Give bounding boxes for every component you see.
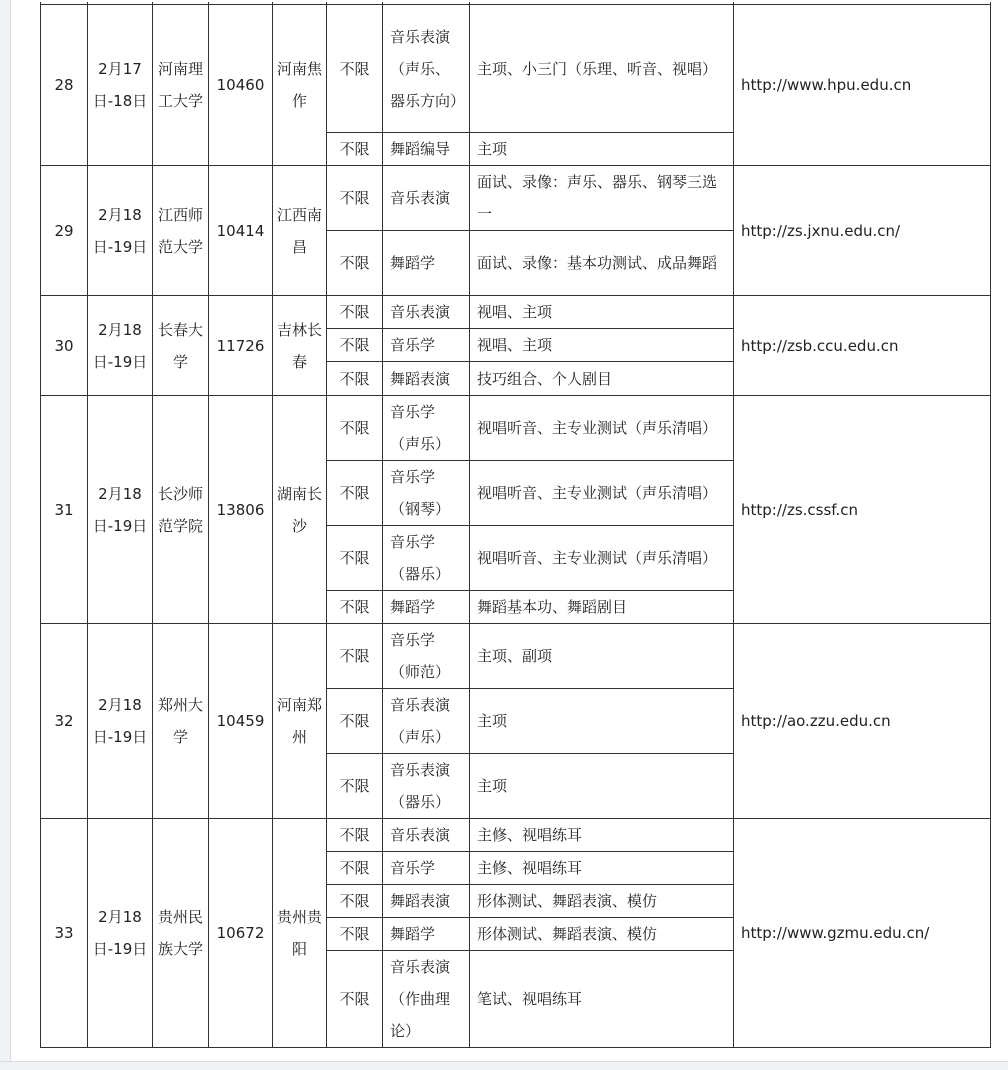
major-name: 音乐表演（声乐、器乐方向） — [383, 5, 470, 133]
exam-content: 技巧组合、个人剧目 — [470, 362, 734, 396]
major-name: 舞蹈学 — [383, 231, 470, 296]
major-name: 音乐学（声乐） — [383, 396, 470, 461]
row-number: 29 — [41, 166, 88, 296]
major-name: 音乐表演 — [383, 296, 470, 329]
school-code: 10414 — [209, 166, 273, 296]
school-name: 贵州民族大学 — [153, 819, 209, 1048]
exam-date: 2月17日-18日 — [88, 5, 153, 166]
major-name: 音乐学（器乐） — [383, 526, 470, 591]
exam-content: 视唱听音、主专业测试（声乐清唱） — [470, 396, 734, 461]
row-number: 31 — [41, 396, 88, 624]
major-name: 音乐学（钢琴） — [383, 461, 470, 526]
major-name: 舞蹈编导 — [383, 133, 470, 166]
major-name: 音乐表演（作曲理论） — [383, 951, 470, 1048]
enrollment-limit: 不限 — [327, 166, 383, 231]
exam-content: 视唱、主项 — [470, 296, 734, 329]
school-code: 10459 — [209, 624, 273, 819]
school-website-link[interactable]: http://zs.cssf.cn — [734, 396, 991, 624]
exam-location: 河南郑州 — [273, 624, 327, 819]
school-name: 河南理工大学 — [153, 5, 209, 166]
school-website-link[interactable]: http://zsb.ccu.edu.cn — [734, 296, 991, 396]
enrollment-limit: 不限 — [327, 362, 383, 396]
exam-content: 主修、视唱练耳 — [470, 852, 734, 885]
major-name: 舞蹈表演 — [383, 362, 470, 396]
exam-location: 吉林长春 — [273, 296, 327, 396]
school-name: 郑州大学 — [153, 624, 209, 819]
major-name: 音乐表演（器乐） — [383, 754, 470, 819]
row-number: 30 — [41, 296, 88, 396]
exam-content: 视唱、主项 — [470, 329, 734, 362]
enrollment-limit: 不限 — [327, 5, 383, 133]
exam-date: 2月18日-19日 — [88, 396, 153, 624]
school-website-link[interactable]: http://www.hpu.edu.cn — [734, 5, 991, 166]
exam-date: 2月18日-19日 — [88, 166, 153, 296]
exam-content: 主项 — [470, 689, 734, 754]
row-number: 28 — [41, 5, 88, 166]
exam-content: 视唱听音、主专业测试（声乐清唱） — [470, 526, 734, 591]
school-name: 江西师范大学 — [153, 166, 209, 296]
exam-content: 主项、副项 — [470, 624, 734, 689]
major-name: 舞蹈学 — [383, 591, 470, 624]
major-name: 音乐学 — [383, 329, 470, 362]
major-name: 音乐表演（声乐） — [383, 689, 470, 754]
row-number: 33 — [41, 819, 88, 1048]
major-name: 舞蹈表演 — [383, 885, 470, 918]
exam-location: 河南焦作 — [273, 5, 327, 166]
exam-content: 面试、录像：基本功测试、成品舞蹈 — [470, 231, 734, 296]
enrollment-limit: 不限 — [327, 133, 383, 166]
exam-content: 形体测试、舞蹈表演、模仿 — [470, 918, 734, 951]
table-row — [41, 396, 991, 461]
enrollment-limit: 不限 — [327, 526, 383, 591]
table-row — [41, 819, 991, 852]
exam-content: 笔试、视唱练耳 — [470, 951, 734, 1048]
page-left-margin — [0, 0, 11, 1069]
exam-content: 主项、小三门（乐理、听音、视唱） — [470, 5, 734, 133]
table-body — [41, 2, 991, 1048]
exam-content: 面试、录像：声乐、器乐、钢琴三选一 — [470, 166, 734, 231]
exam-date: 2月18日-19日 — [88, 296, 153, 396]
table-row — [41, 5, 991, 133]
exam-content: 主项 — [470, 754, 734, 819]
exam-content: 视唱听音、主专业测试（声乐清唱） — [470, 461, 734, 526]
major-name: 音乐学（师范） — [383, 624, 470, 689]
school-code: 13806 — [209, 396, 273, 624]
school-code: 11726 — [209, 296, 273, 396]
school-name: 长春大学 — [153, 296, 209, 396]
enrollment-limit: 不限 — [327, 624, 383, 689]
major-name: 音乐表演 — [383, 819, 470, 852]
major-name: 音乐学 — [383, 852, 470, 885]
exam-date: 2月18日-19日 — [88, 819, 153, 1048]
exam-location: 湖南长沙 — [273, 396, 327, 624]
enrollment-limit: 不限 — [327, 951, 383, 1048]
table-row — [41, 624, 991, 689]
enrollment-limit: 不限 — [327, 591, 383, 624]
enrollment-limit: 不限 — [327, 329, 383, 362]
exam-location: 江西南昌 — [273, 166, 327, 296]
table-row — [41, 296, 991, 329]
school-website-link[interactable]: http://ao.zzu.edu.cn — [734, 624, 991, 819]
exam-content: 主项 — [470, 133, 734, 166]
enrollment-limit: 不限 — [327, 396, 383, 461]
school-code: 10460 — [209, 5, 273, 166]
enrollment-limit: 不限 — [327, 754, 383, 819]
enrollment-limit: 不限 — [327, 296, 383, 329]
enrollment-limit: 不限 — [327, 461, 383, 526]
enrollment-limit: 不限 — [327, 852, 383, 885]
major-name: 音乐表演 — [383, 166, 470, 231]
enrollment-limit: 不限 — [327, 918, 383, 951]
school-code: 10672 — [209, 819, 273, 1048]
admissions-table — [40, 2, 991, 1048]
exam-date: 2月18日-19日 — [88, 624, 153, 819]
exam-content: 主修、视唱练耳 — [470, 819, 734, 852]
row-number: 32 — [41, 624, 88, 819]
exam-content: 形体测试、舞蹈表演、模仿 — [470, 885, 734, 918]
table-row — [41, 166, 991, 231]
enrollment-limit: 不限 — [327, 885, 383, 918]
enrollment-limit: 不限 — [327, 231, 383, 296]
school-name: 长沙师范学院 — [153, 396, 209, 624]
enrollment-limit: 不限 — [327, 819, 383, 852]
school-website-link[interactable]: http://zs.jxnu.edu.cn/ — [734, 166, 991, 296]
exam-content: 舞蹈基本功、舞蹈剧目 — [470, 591, 734, 624]
exam-location: 贵州贵阳 — [273, 819, 327, 1048]
enrollment-limit: 不限 — [327, 689, 383, 754]
major-name: 舞蹈学 — [383, 918, 470, 951]
school-website-link[interactable]: http://www.gzmu.edu.cn/ — [734, 819, 991, 1048]
